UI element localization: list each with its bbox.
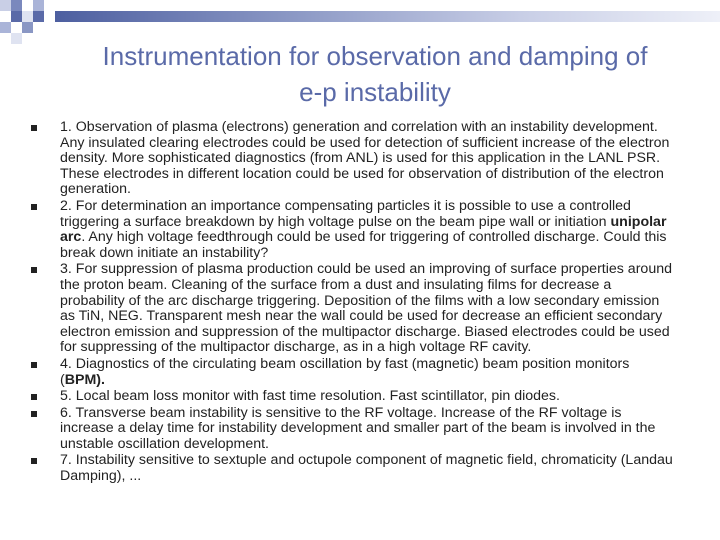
corner-decoration (0, 0, 60, 45)
square-bullet-icon (31, 204, 37, 210)
square-bullet-icon (31, 411, 37, 417)
bullet-list (28, 120, 678, 486)
deco-square (22, 0, 33, 11)
square-bullet-icon (31, 267, 37, 273)
item-text: 5. Local beam loss monitor with fast time resolution. Fast scintillator, pin diodes. (60, 388, 560, 405)
deco-square (33, 0, 44, 11)
item-text: 2. For determination an importance compensating particles it is possible to use a controlled triggering a surface breakdown by high voltage pulse on the beam pipe wall or initiation unipolar arc. Any high voltage feedthrough could be used for triggering of controlled discharge. Could this break down initiate an instability? (60, 197, 667, 261)
deco-square (11, 0, 22, 11)
square-bullet-icon (31, 394, 37, 400)
deco-square (11, 33, 22, 44)
square-bullet-icon (31, 362, 37, 368)
deco-square (11, 11, 22, 22)
item-text: 4. Diagnostics of the circulating beam oscillation by fast (magnetic) beam position monitors (BPM). (60, 355, 630, 388)
list-item (28, 199, 678, 261)
list-item (28, 120, 678, 198)
deco-square (33, 11, 44, 22)
item-text: 1. Observation of plasma (electrons) generation and correlation with an instability development. Any insulated clearing electrodes could be used for detection of sufficient increase of the electron density. More sophisticated diagnostics (from ANL) is used for this application in the LANL PSR. These electrodes in different location could be used for observation of distribution of the electron generation. (60, 119, 670, 198)
square-bullet-icon (31, 458, 37, 464)
deco-square (0, 22, 11, 33)
deco-square (22, 22, 33, 33)
deco-square (0, 0, 11, 11)
deco-square (22, 11, 33, 22)
header-band (55, 11, 720, 22)
item-text: 6. Transverse beam instability is sensitive to the RF voltage. Increase of the RF voltage is increase a delay time for instability development and smaller part of the beam is involved in the unstable oscillation development. (60, 404, 656, 452)
title-line-2: e-p instability (299, 77, 451, 107)
square-bullet-icon (31, 125, 37, 131)
list-item (28, 389, 678, 405)
deco-square (11, 22, 22, 33)
list-item (28, 262, 678, 356)
list-item (28, 406, 678, 453)
deco-square (0, 11, 11, 22)
slide-title (60, 38, 690, 110)
title-line-1: Instrumentation for observation and damping of (102, 41, 648, 71)
item-text: 3. For suppression of plasma production could be used an improving of surface properties around the proton beam. Cleaning of the surface from a dust and insulating films for decrease a probability of the arc discharge triggering. Deposition of the films with a low secondary emission as TiN, NEG. Transparent mesh near the wall could be used for decrease an efficient secondary electron emission and suppression of the multipactor discharge. Biased electrodes could be used for suppressing of the multipactor discharge, as in a high voltage RF cavity. (60, 261, 672, 356)
list-item (28, 453, 678, 484)
item-text: 7. Instability sensitive to sextuple and octupole component of magnetic field, chromaticity (Landau Damping), ... (60, 452, 673, 485)
list-item (28, 357, 678, 388)
